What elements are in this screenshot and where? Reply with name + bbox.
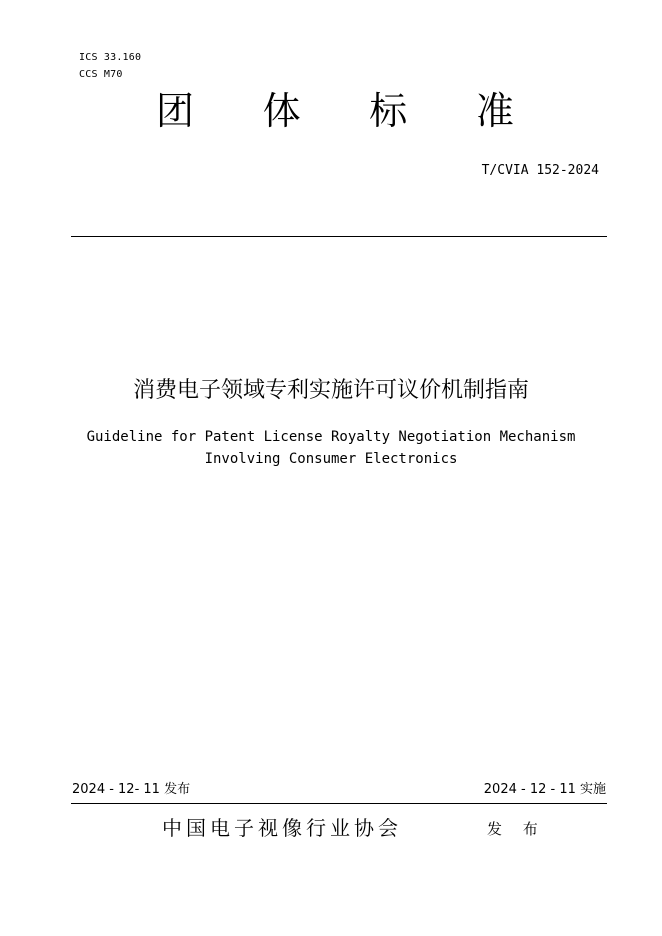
category-char-1: 团 bbox=[155, 89, 194, 133]
ccs-code: CCS M70 bbox=[79, 69, 123, 80]
english-title-line-2: Involving Consumer Electronics bbox=[204, 451, 458, 467]
implementation-date: 2024 - 12 - 11 实施 bbox=[483, 782, 606, 797]
publish-label: 发 布 bbox=[487, 820, 546, 838]
publisher-name: 中国电子视像行业协会 bbox=[162, 816, 402, 840]
category-char-3: 标 bbox=[369, 89, 408, 133]
issue-date: 2024 - 12- 11 发布 bbox=[72, 782, 191, 797]
bottom-divider bbox=[71, 803, 607, 804]
category-char-4: 准 bbox=[475, 89, 514, 133]
document-category-title bbox=[125, 88, 545, 134]
english-title bbox=[0, 426, 662, 470]
top-divider bbox=[71, 236, 607, 237]
chinese-title: 消费电子领域专利实施许可议价机制指南 bbox=[132, 378, 529, 403]
english-title-line-1: Guideline for Patent License Royalty Negotiation Mechanism bbox=[86, 429, 576, 445]
standard-number: T/CVIA 152-2024 bbox=[481, 163, 599, 178]
ics-code: ICS 33.160 bbox=[79, 52, 142, 63]
category-char-2: 体 bbox=[262, 89, 301, 133]
